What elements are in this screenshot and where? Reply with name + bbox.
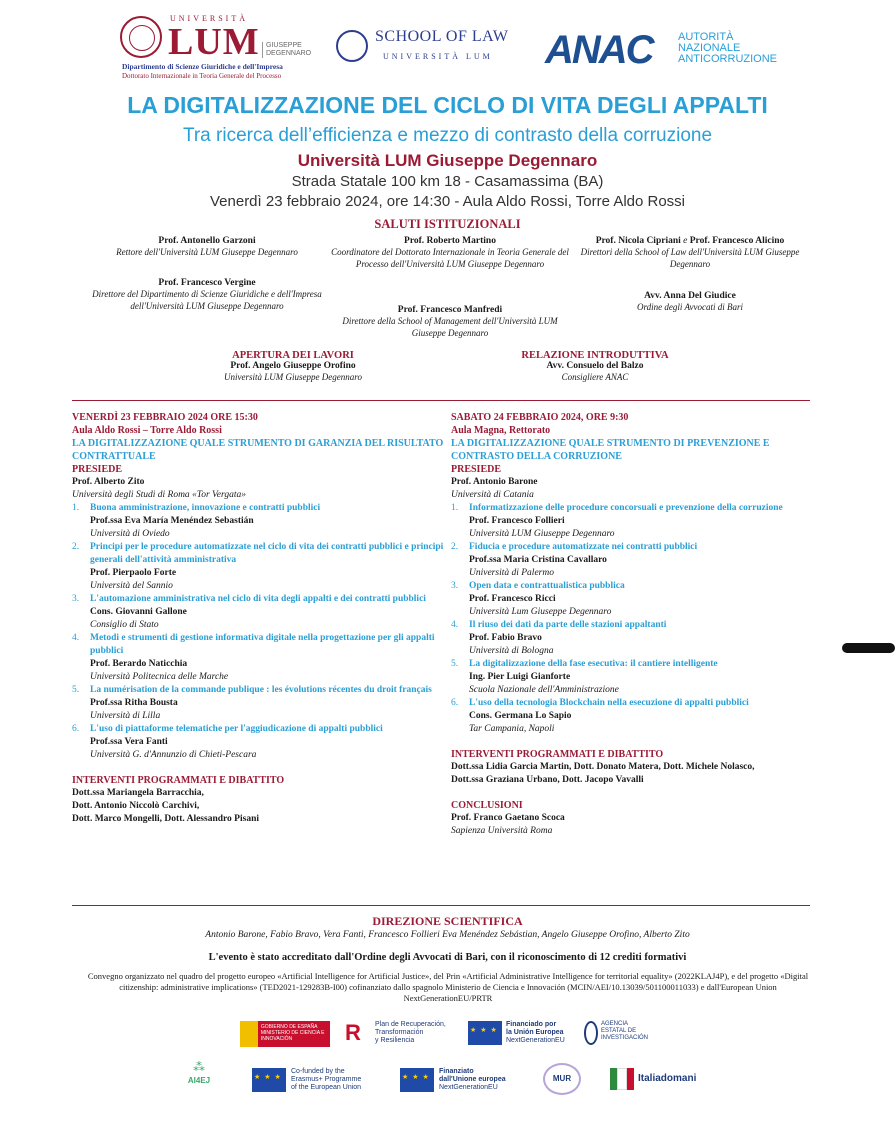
divider xyxy=(72,400,810,401)
school-of-law-sub: UNIVERSITÀ LUM xyxy=(383,52,493,61)
saluti-person: Prof. Francesco Vergine Direttore del Dipartimento di Scienze Giuridiche e dell'Impresa dell'Università LUM Giuseppe Degennaro xyxy=(92,278,322,311)
financiado-ue-logo: ★ ★ ★ Financiado por la Unión Europea NextGenerationEU xyxy=(468,1021,578,1045)
saluti-heading: SALUTI ISTITUZIONALI xyxy=(374,217,521,231)
erasmus-logo: ★ ★ ★ Co-funded by the Erasmus+ Programme of the European Union xyxy=(252,1068,382,1092)
anac-logo-text: AUTORITÀ NAZIONALE ANTICORRUZIONE xyxy=(678,31,777,65)
talk-item: 2. Principi per le procedure automatizzate nel ciclo di vita dei contratti pubblici e principi generali dell'attività amministrativa Prof. Pierpaolo Forte Università del Sannio xyxy=(72,542,444,591)
talk-item: 6. L'uso di piattaforme telematiche per l'aggiudicazione di appalti pubblici Prof.ssa Vera Fanti Università G. d'Annunzio di Chieti-Pescara xyxy=(72,724,383,760)
eu-flag-icon xyxy=(400,1068,434,1092)
agencia-icon xyxy=(584,1021,598,1045)
event-university: Università LUM Giuseppe Degennaro xyxy=(297,151,598,170)
talk-item: 1. Buona amministrazione, innovazione e contratti pubblici Prof.ssa Eva María Menéndez Sebastián Università di Oviedo xyxy=(72,503,321,539)
program-day-1: VENERDÌ 23 FEBBRAIO 2024 ORE 15:30 Aula Aldo Rossi – Torre Aldo Rossi LA DIGITALIZZAZIONE QUALE STRUMENTO DI GARANZIA DEL RISULTATO CONTRATTUALE PRESIEDE Prof. Alberto Zito Università degli Studi di Roma «Tor Vergata» 1. Buona amministrazione, innovazione e contratti pubblici Prof.ssa Eva María Menéndez Sebastián Università di Oviedo 2. Principi per le procedure automatizzate nel ciclo di vita dei contratti pubblici e principi generali dell'attività amministrativa Prof. Pierpaolo Forte Università del Sannio 3. L'automazione amministrativa nel ciclo di vita degli appalti e dei contratti pubblici Cons. Giovanni Gallone Consiglio di Stato 4. Metodi e strumenti di gestione informativa digitale nella progettazione per gli appalti pubblici Prof. Berardo Naticchia Università Politecnica delle Marche 5. La numérisation de la commande publique : les évolutions récentes du droit français Prof.ssa Ritha Bousta Università di Lilla 6. L'uso di piattaforme telematiche per l'aggiudicazione di appalti pubblici Prof.ssa Vera Fanti Università G. d'Annunzio di Chieti-Pescara INTERVENTI PROGRAMMATI E DIBATTITO Dott.ssa Mariangela Barracchia, Dott. Antonio Niccolò Carchivi, Dott. Marco Mongelli, Dott. Alessandro Pisani xyxy=(72,411,447,826)
school-of-law-title: SCHOOL OF LAW xyxy=(375,28,509,45)
ai4ej-icon: ⁂ xyxy=(193,1060,205,1074)
talk-list xyxy=(451,502,813,736)
lum-dottorato: Dottorato Internazionale in Teoria Generale del Processo xyxy=(122,72,282,80)
talk-item: 4. Il riuso dei dati da parte delle stazioni appaltanti Prof. Fabio Bravo Università di Bologna xyxy=(451,620,667,656)
direzione-names: Antonio Barone, Fabio Bravo, Vera Fanti, Francesco Follieri Eva Menéndez Sebástian, Angelo Giuseppe Orofino, Alberto Zito xyxy=(205,930,690,940)
lum-logo-text: LUM xyxy=(168,21,260,63)
talk-item: 1. Informatizzazione delle procedure concorsuali e prevenzione della corruzione Prof. Francesco Follieri Università LUM Giuseppe Degennaro xyxy=(451,503,783,539)
mur-logo: MUR xyxy=(543,1063,581,1095)
finanziato-ue-logo: ★ ★ ★ Finanziato dall'Unione europea NextGenerationEU xyxy=(400,1068,525,1092)
accreditation-text: L'evento è stato accreditato dall'Ordine degli Avvocati di Bari, con il riconoscimento di 12 crediti formativi xyxy=(208,952,687,963)
italia-flag-icon xyxy=(610,1068,634,1090)
school-of-law-seal-icon xyxy=(336,30,368,62)
eu-flag-icon xyxy=(252,1068,286,1092)
event-date: Venerdì 23 febbraio 2024, ore 14:30 - Aula Aldo Rossi, Torre Aldo Rossi xyxy=(209,193,686,210)
plan-r-icon: R xyxy=(345,1020,361,1045)
lum-department: Dipartimento di Scienze Giuridiche e dell'Impresa xyxy=(122,62,283,71)
anac-logo-mark: ANAC xyxy=(545,28,653,72)
saluti-person: Prof. Roberto Martino Coordinatore del Dottorato Internazionale in Teoria Generale del Processo dell'Università LUM Giuseppe Degennaro xyxy=(331,236,569,269)
saluti-person: Prof. Nicola Cipriani e Prof. Francesco Alicino Direttori della School of Law dell'Università LUM Giuseppe Degennaro xyxy=(580,236,800,269)
talk-item: 4. Metodi e strumenti di gestione informativa digitale nella progettazione per gli appalti pubblici Prof. Berardo Naticchia Università Politecnica delle Marche xyxy=(72,633,435,682)
saluti-person: Avv. Anna Del Giudice Ordine degli Avvocati di Bari xyxy=(637,291,743,312)
gobierno-logo: GOBIERNO DE ESPAÑA MINISTERIO DE CIENCIA E INNOVACIÓN xyxy=(240,1021,330,1047)
agencia-logo: AGENCIA ESTATAL DE INVESTIGACIÓN xyxy=(584,1021,654,1045)
saluti-person: Prof. Antonello Garzoni Rettore dell'Università LUM Giuseppe Degennaro xyxy=(116,236,298,257)
eu-flag-icon xyxy=(468,1021,502,1045)
saluti-person: Prof. Francesco Manfredi Direttore della School of Management dell'Università LUM Giuseppe Degennaro xyxy=(342,305,558,338)
talk-item: 5. La digitalizzazione della fase esecutiva: il cantiere intelligente Ing. Pier Luigi Gianforte Scuola Nazionale dell'Amministrazione xyxy=(451,659,718,695)
talk-item: 5. La numérisation de la commande publique : les évolutions récentes du droit français Prof.ssa Ritha Bousta Università di Lilla xyxy=(72,685,432,721)
talk-item: 3. Open data e contrattualistica pubblica Prof. Francesco Ricci Università Lum Giuseppe Degennaro xyxy=(451,581,625,617)
event-subtitle: Tra ricerca dell’efficienza e mezzo di contrasto della corruzione xyxy=(182,125,713,146)
scroll-handle[interactable] xyxy=(842,643,895,653)
lum-giuseppe-degennaro: GIUSEPPE DEGENNARO xyxy=(262,42,311,58)
lum-universita-label: UNIVERSITÀ xyxy=(170,14,248,23)
talk-item: 3. L'automazione amministrativa nel ciclo di vita degli appalti e dei contratti pubblici Cons. Giovanni Gallone Consiglio di Stato xyxy=(72,594,426,630)
relazione-block: RELAZIONE INTRODUTTIVA Avv. Consuelo del Balzo Consigliere ANAC xyxy=(521,350,669,382)
ai4ej-logo: ⁂ AI4EJ xyxy=(180,1063,218,1085)
event-title: LA DIGITALIZZAZIONE DEL CICLO DI VITA DEGLI APPALTI xyxy=(127,92,768,118)
italiadomani-logo: Italiadomani xyxy=(610,1068,710,1090)
plan-recuperacion-logo: R Plan de Recuperación, Transformación y Resiliencia xyxy=(345,1020,446,1045)
talk-item: 2. Fiducia e procedure automatizzate nei contratti pubblici Prof.ssa Maria Cristina Cavallaro Università di Palermo xyxy=(451,542,698,578)
direzione-heading: DIREZIONE SCIENTIFICA xyxy=(372,914,523,928)
event-address: Strada Statale 100 km 18 - Casamassima (BA) xyxy=(291,173,604,190)
talk-item: 6. L'uso della tecnologia Blockchain nella esecuzione di appalti pubblici Cons. Germana Lo Sapio Tar Campania, Napoli xyxy=(451,698,749,734)
talk-list xyxy=(72,502,447,762)
lum-seal-icon xyxy=(120,16,162,58)
project-note: Convegno organizzato nel quadro del progetto europeo «Artificial Intelligence for Artificial Justice», del Prin «Artificial Administrative Intelligence for territorial equality» (2022KLAJ4P), e del progetto «Digital citizenship: administrative implications» (TED2021-129283B-I00) cofinanziato dallo spagnolo Ministerio de Ciencia e Innovación (MCIN/AEI/10.13039/501100011033) e dall'European Union NextGenerationEU/PRTR xyxy=(87,971,809,1003)
divider xyxy=(72,905,810,906)
program-day-2: SABATO 24 FEBBRAIO 2024, ORE 9:30 Aula Magna, Rettorato LA DIGITALIZZAZIONE QUALE STRUMENTO DI PREVENZIONE E CONTRASTO DELLA CORRUZIONE PRESIEDE Prof. Antonio Barone Università di Catania 1. Informatizzazione delle procedure concorsuali e prevenzione della corruzione Prof. Francesco Follieri Università LUM Giuseppe Degennaro 2. Fiducia e procedure automatizzate nei contratti pubblici Prof.ssa Maria Cristina Cavallaro Università di Palermo 3. Open data e contrattualistica pubblica Prof. Francesco Ricci Università Lum Giuseppe Degennaro 4. Il riuso dei dati da parte delle stazioni appaltanti Prof. Fabio Bravo Università di Bologna 5. La digitalizzazione della fase esecutiva: il cantiere intelligente Ing. Pier Luigi Gianforte Scuola Nazionale dell'Amministrazione 6. L'uso della tecnologia Blockchain nella esecuzione di appalti pubblici Cons. Germana Lo Sapio Tar Campania, Napoli INTERVENTI PROGRAMMATI E DIBATTITO Dott.ssa Lidia Garcia Martin, Dott. Donato Matera, Dott. Michele Nolasco, Dott.ssa Graziana Urbano, Dott. Jacopo Vavalli CONCLUSIONI Prof. Franco Gaetano Scoca Sapienza Università Roma xyxy=(451,411,813,838)
apertura-block: APERTURA DEI LAVORI Prof. Angelo Giuseppe Orofino Università LUM Giuseppe Degennaro xyxy=(224,350,362,382)
